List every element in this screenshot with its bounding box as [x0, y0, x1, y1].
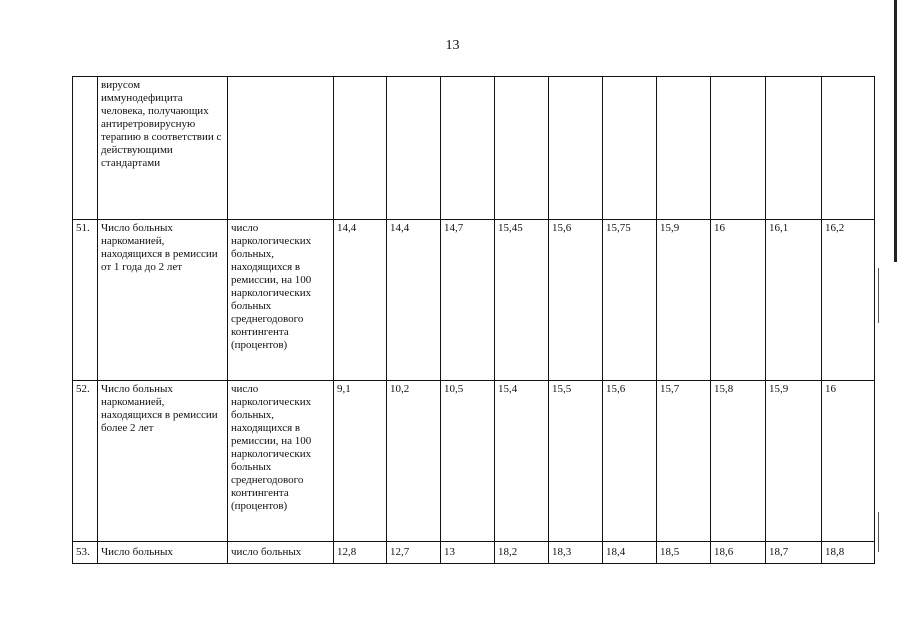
value-cell: 14,4 [334, 220, 387, 381]
indicator-cell: Число больных [98, 542, 228, 564]
scan-edge-line [894, 0, 897, 262]
value-cell [822, 77, 875, 220]
value-cell [766, 77, 822, 220]
value-cell: 15,45 [495, 220, 549, 381]
value-cell [549, 77, 603, 220]
page-number: 13 [445, 38, 460, 53]
value-cell: 15,8 [711, 381, 766, 542]
indicator-cell: Число больных наркоманией, находящихся в ремиссии от 1 года до 2 лет [98, 220, 228, 381]
value-cell: 18,5 [657, 542, 711, 564]
value-cell: 15,6 [549, 220, 603, 381]
unit-cell: число наркологических больных, находящихся в ремиссии, на 100 наркологических больных среднегодового контингента (процентов) [228, 381, 334, 542]
value-cell: 18,2 [495, 542, 549, 564]
value-cell: 18,7 [766, 542, 822, 564]
value-cell [387, 77, 441, 220]
value-cell: 16,1 [766, 220, 822, 381]
value-cell: 14,4 [387, 220, 441, 381]
value-cell: 10,5 [441, 381, 495, 542]
indicator-cell: вирусом иммунодефицита человека, получающих антиретровирусную терапию в соответствии с действующими стандартами [98, 77, 228, 220]
table-row-continuation [73, 77, 875, 220]
value-cell: 16,2 [822, 220, 875, 381]
table-row [73, 381, 875, 542]
value-cell: 18,6 [711, 542, 766, 564]
row-number-cell: 53. [73, 542, 98, 564]
value-cell: 16 [822, 381, 875, 542]
value-cell: 18,3 [549, 542, 603, 564]
unit-cell [228, 77, 334, 220]
value-cell [495, 77, 549, 220]
value-cell: 10,2 [387, 381, 441, 542]
value-cell: 15,4 [495, 381, 549, 542]
value-cell: 15,6 [603, 381, 657, 542]
value-cell: 14,7 [441, 220, 495, 381]
indicators-table [72, 76, 875, 564]
unit-cell: число больных [228, 542, 334, 564]
scan-edge-mark [878, 268, 879, 323]
value-cell: 15,9 [766, 381, 822, 542]
value-cell: 13 [441, 542, 495, 564]
value-cell [334, 77, 387, 220]
value-cell [603, 77, 657, 220]
value-cell: 18,4 [603, 542, 657, 564]
value-cell: 16 [711, 220, 766, 381]
table-row [73, 542, 875, 564]
value-cell: 18,8 [822, 542, 875, 564]
row-number-cell: 51. [73, 220, 98, 381]
value-cell: 15,7 [657, 381, 711, 542]
value-cell: 15,5 [549, 381, 603, 542]
scan-edge-mark [878, 512, 879, 552]
value-cell: 15,9 [657, 220, 711, 381]
value-cell: 15,75 [603, 220, 657, 381]
row-number-cell: 52. [73, 381, 98, 542]
indicator-cell: Число больных наркоманией, находящихся в ремиссии более 2 лет [98, 381, 228, 542]
value-cell: 12,8 [334, 542, 387, 564]
value-cell [711, 77, 766, 220]
value-cell: 12,7 [387, 542, 441, 564]
value-cell: 9,1 [334, 381, 387, 542]
value-cell [657, 77, 711, 220]
row-number-cell [73, 77, 98, 220]
unit-cell: число наркологических больных, находящихся в ремиссии, на 100 наркологических больных среднегодового контингента (процентов) [228, 220, 334, 381]
table-row [73, 220, 875, 381]
value-cell [441, 77, 495, 220]
